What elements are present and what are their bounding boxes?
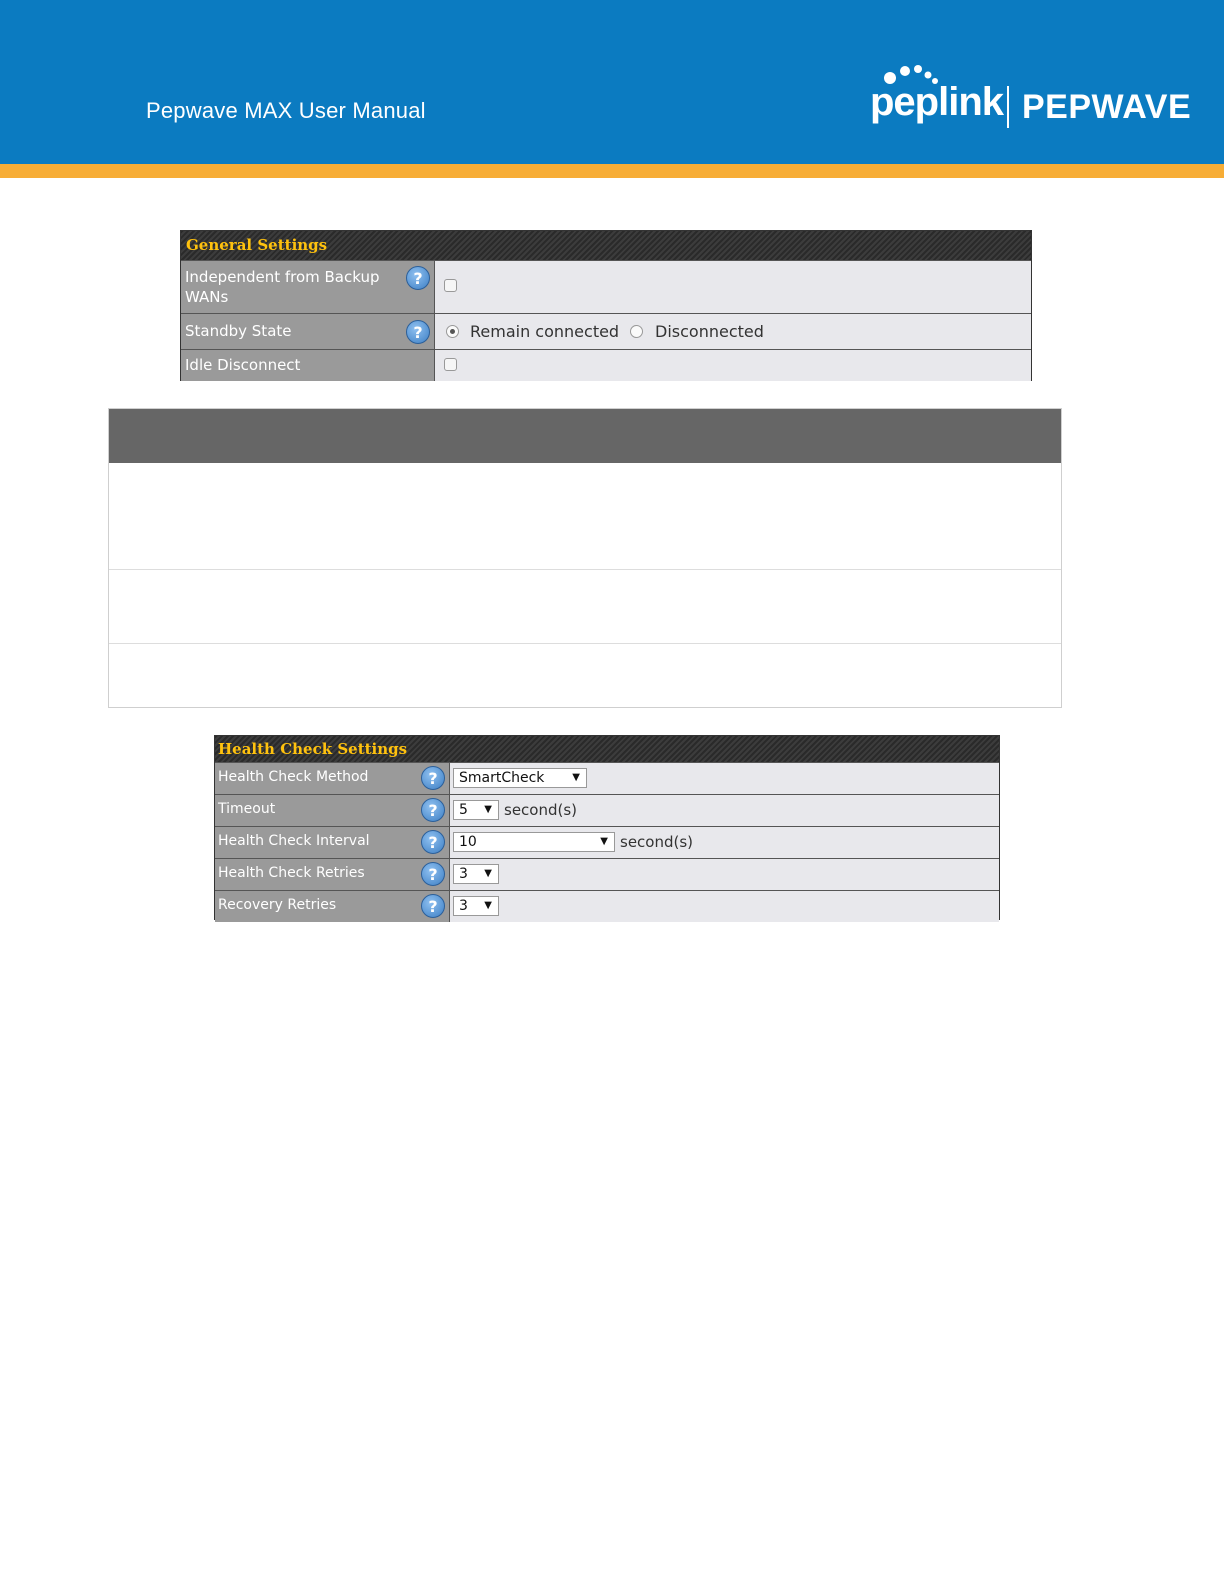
health-check-table xyxy=(214,735,1000,920)
radio-disconnected[interactable] xyxy=(630,325,643,338)
health-check-method-value: SmartCheck xyxy=(459,770,545,786)
help-icon[interactable]: ? xyxy=(421,862,445,886)
health-row-value xyxy=(450,763,999,794)
interval-label: Health Check Interval xyxy=(218,833,370,849)
logo-pepwave-text: PEPWAVE xyxy=(1022,88,1192,126)
health-row-value xyxy=(450,795,999,826)
retries-label: Health Check Retries xyxy=(218,865,365,881)
recovery-select[interactable] xyxy=(453,896,499,916)
settings-row-independent xyxy=(181,260,1031,313)
blank-table-header xyxy=(109,409,1061,463)
health-row-label xyxy=(215,795,450,826)
recovery-value: 3 xyxy=(459,898,468,914)
timeout-value: 5 xyxy=(459,802,468,818)
interval-value: 10 xyxy=(459,834,477,850)
chevron-down-icon: ▼ xyxy=(484,868,492,879)
health-row-value xyxy=(450,859,999,890)
settings-row-label xyxy=(181,314,435,349)
interval-unit: second(s) xyxy=(620,833,694,851)
radio-remain-connected[interactable] xyxy=(446,325,459,338)
settings-row-idle xyxy=(181,349,1031,381)
blank-table-divider xyxy=(109,569,1061,570)
help-icon[interactable]: ? xyxy=(421,894,445,918)
health-check-method-select[interactable] xyxy=(453,768,587,788)
blank-table-box xyxy=(108,408,1062,708)
settings-row-value xyxy=(435,350,1031,381)
health-row-value xyxy=(450,891,999,922)
chevron-down-icon: ▼ xyxy=(484,804,492,815)
header-stripe xyxy=(0,164,1224,178)
health-check-method-label: Health Check Method xyxy=(218,769,369,785)
help-icon[interactable]: ? xyxy=(421,830,445,854)
timeout-select[interactable] xyxy=(453,800,499,820)
settings-row-value xyxy=(435,261,1031,313)
help-icon[interactable]: ? xyxy=(421,798,445,822)
health-check-title: Health Check Settings xyxy=(215,736,999,762)
retries-value: 3 xyxy=(459,866,468,882)
health-row-method xyxy=(215,762,999,794)
timeout-label: Timeout xyxy=(218,801,276,817)
help-icon[interactable]: ? xyxy=(406,266,430,290)
timeout-unit: second(s) xyxy=(504,801,578,819)
settings-row-label xyxy=(181,350,435,381)
health-row-label xyxy=(215,763,450,794)
independent-checkbox[interactable] xyxy=(444,279,457,292)
health-row-label xyxy=(215,891,450,922)
idle-disconnect-label: Idle Disconnect xyxy=(185,356,301,374)
health-row-recovery xyxy=(215,890,999,922)
blank-table-divider xyxy=(109,643,1061,644)
idle-disconnect-checkbox[interactable] xyxy=(444,358,457,371)
help-icon[interactable]: ? xyxy=(421,766,445,790)
radio-disconnected-label: Disconnected xyxy=(655,322,764,341)
settings-row-label xyxy=(181,261,435,313)
health-row-label xyxy=(215,859,450,890)
independent-label: Independent from Backup WANs xyxy=(185,268,380,306)
chevron-down-icon: ▼ xyxy=(600,836,608,847)
health-row-retries xyxy=(215,858,999,890)
retries-select[interactable] xyxy=(453,864,499,884)
chevron-down-icon: ▼ xyxy=(572,772,580,783)
logo-peplink-text: peplink xyxy=(870,80,1004,124)
peplink-pepwave-logo xyxy=(870,62,1190,136)
interval-select[interactable] xyxy=(453,832,615,852)
health-row-timeout xyxy=(215,794,999,826)
health-row-label xyxy=(215,827,450,858)
help-icon[interactable]: ? xyxy=(406,320,430,344)
manual-title: Pepwave MAX User Manual xyxy=(146,98,426,123)
general-settings-title: General Settings xyxy=(181,231,1031,260)
logo-divider xyxy=(1007,86,1009,128)
recovery-label: Recovery Retries xyxy=(218,897,337,913)
settings-row-value xyxy=(435,314,1031,349)
settings-row-standby xyxy=(181,313,1031,349)
standby-label: Standby State xyxy=(185,322,292,340)
chevron-down-icon: ▼ xyxy=(484,900,492,911)
radio-remain-connected-label: Remain connected xyxy=(470,322,620,341)
health-row-value xyxy=(450,827,999,858)
health-row-interval xyxy=(215,826,999,858)
general-settings-table xyxy=(180,230,1032,381)
